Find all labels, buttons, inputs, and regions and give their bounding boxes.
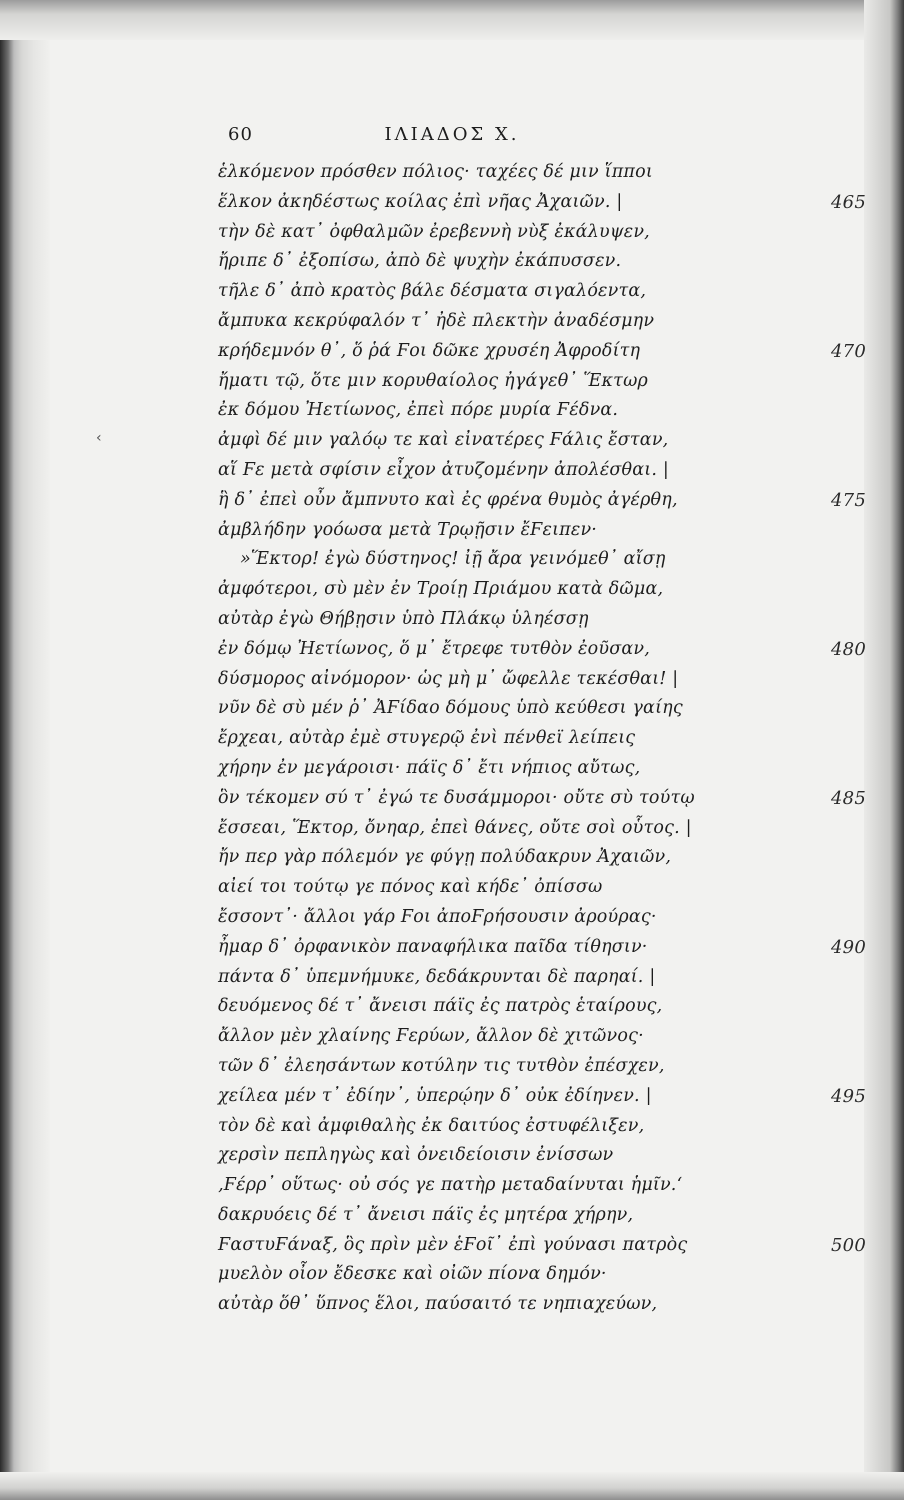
- line-number: 470: [831, 340, 866, 362]
- verse-text: δακρυόεις δέ τ᾽ ἄνεισι πάϊς ἐς μητέρα χήρην,: [218, 1204, 634, 1225]
- verse-text: ἑλκόμενον πρόσθεν πόλιος· ταχέες δέ μιν ἵπποι: [218, 162, 653, 182]
- verse-text: ἤν περ γὰρ πόλεμόν γε φύγῃ πολύδακρυν Ἀχαιῶν,: [218, 847, 672, 868]
- verse-line: [0, 1112, 904, 1142]
- verse-text: ἦμαρ δ᾽ ὀρφανικὸν παναφήλικα παῖδα τίθησιν·: [218, 936, 648, 957]
- verse-line: [0, 1052, 904, 1082]
- verse-text: ὃν τέκομεν σύ τ᾽ ἐγώ τε δυσάμμοροι· οὔτε σὺ τούτῳ: [218, 787, 695, 808]
- verse-line: [0, 426, 904, 456]
- running-header: [0, 124, 904, 154]
- margin-mark: ‹: [96, 430, 102, 446]
- verse-text: ἔσσοντ᾽· ἄλλοι γάρ Ϝοι ἀποϜρήσουσιν ἀρούρας·: [218, 906, 657, 927]
- verse-text: δύσμορος αἰνόμορον· ὡς μὴ μ᾽ ὤφελλε τεκέσθαι! |: [218, 668, 679, 689]
- verse-line: [0, 1022, 904, 1052]
- verse-text: ϜαστυϜάναξ, ὃς πρὶν μὲν ἑϜοῖ᾽ ἐπὶ γούνασι πατρὸς: [218, 1234, 688, 1255]
- verse-line: [0, 307, 904, 337]
- verse-text: ἀμφὶ δέ μιν γαλόῳ τε καὶ εἰνατέρες Ϝάλις ἔσταν,: [218, 430, 669, 451]
- verse-text: τῆλε δ᾽ ἀπὸ κρατὸς βάλε δέσματα σιγαλόεντα,: [218, 281, 647, 302]
- verse-line: [0, 814, 904, 844]
- line-number: 475: [831, 489, 866, 511]
- verse-line: [0, 516, 904, 546]
- verse-text: τὸν δὲ καὶ ἀμφιθαλὴς ἐκ δαιτύος ἐστυφέλιξεν,: [218, 1115, 645, 1136]
- verse-text: ἐκ δόμου Ἠετίωνος, ἐπεὶ πόρε μυρία Ϝέδνα.: [218, 400, 619, 421]
- page-number: 60: [228, 124, 253, 145]
- verse-line: [0, 754, 904, 784]
- page-bottom-shadow: [0, 1472, 904, 1500]
- verse-line: [0, 963, 904, 993]
- verse-line: [0, 158, 904, 188]
- verse-line: [0, 724, 904, 754]
- verse-line: [0, 1171, 904, 1201]
- verse-line: [0, 605, 904, 635]
- verse-text: ἕλκον ἀκηδέστως κοίλας ἐπὶ νῆας Ἀχαιῶν. |: [218, 191, 623, 212]
- verse-line: [0, 694, 904, 724]
- verse-text: τὴν δὲ κατ᾽ ὀφθαλμῶν ἐρεβεννὴ νὺξ ἐκάλυψεν,: [218, 221, 650, 242]
- verse-text: κρήδεμνόν θ᾽, ὅ ῥά Ϝοι δῶκε χρυσέη Ἀφροδίτη: [218, 340, 641, 361]
- verse-text: ἤματι τῷ, ὅτε μιν κορυθαίολος ἠγάγεθ᾽ Ἕκτωρ: [218, 370, 649, 391]
- verse-text: αἰεί τοι τούτῳ γε πόνος καὶ κήδε᾽ ὀπίσσω: [218, 877, 603, 898]
- verse-line: [0, 1231, 904, 1261]
- verse-line: [0, 1260, 904, 1290]
- verse-text: ‚Ϝέρρ᾽ οὕτως· οὐ σός γε πατὴρ μεταδαίνυται ἡμῖν.‘: [218, 1175, 683, 1196]
- verse-line: [0, 218, 904, 248]
- verse-text: ἤριπε δ᾽ ἐξοπίσω, ἀπὸ δὲ ψυχὴν ἐκάπυσσεν.: [218, 251, 622, 272]
- verse-line: [0, 545, 904, 575]
- verse-text: τῶν δ᾽ ἐλεησάντων κοτύλην τις τυτθὸν ἐπέσχεν,: [218, 1055, 665, 1076]
- verse-line: [0, 665, 904, 695]
- line-number: 465: [831, 191, 866, 213]
- verse-line: [0, 367, 904, 397]
- verse-text: ἄμπυκα κεκρύφαλόν τ᾽ ἠδὲ πλεκτὴν ἀναδέσμην: [218, 310, 655, 331]
- verse-line: [0, 396, 904, 426]
- verse-text: ἄλλον μὲν χλαίνης Ϝερύων, ἄλλον δὲ χιτῶνος·: [218, 1026, 644, 1047]
- verse-text: αὐτὰρ ὅθ᾽ ὕπνος ἕλοι, παύσαιτό τε νηπιαχεύων,: [218, 1294, 658, 1315]
- verse-line: [0, 456, 904, 486]
- verse-text: ἀμβλήδην γοόωσα μετὰ Τρῳῇσιν ἔϜειπεν·: [218, 519, 598, 540]
- verse-line: [0, 575, 904, 605]
- verse-line: [0, 992, 904, 1022]
- verse-text: ἔρχεαι, αὐτὰρ ἐμὲ στυγερῷ ἐνὶ πένθεϊ λείπεις: [218, 728, 636, 749]
- verse-line: [0, 843, 904, 873]
- verse-text: »Ἕκτορ! ἐγὼ δύστηνος! ἰῇ ἄρα γεινόμεθ᾽ αἴσῃ: [240, 549, 666, 570]
- verse-line: [0, 277, 904, 307]
- line-number: 495: [831, 1085, 866, 1107]
- line-number: 490: [831, 936, 866, 958]
- verse-text: πάντα δ᾽ ὑπεμνήμυκε, δεδάκρυνται δὲ παρηαί. |: [218, 966, 656, 987]
- verse-line: [0, 784, 904, 814]
- verse-text: ἐν δόμῳ Ἠετίωνος, ὅ μ᾽ ἔτρεφε τυτθὸν ἐοῦσαν,: [218, 638, 650, 659]
- verse-text: χείλεα μέν τ᾽ ἐδίην᾽, ὑπερῴην δ᾽ οὐκ ἐδίηνεν. |: [218, 1085, 652, 1106]
- verse-line: [0, 933, 904, 963]
- page-top-shadow: [0, 0, 904, 40]
- line-number: 500: [831, 1234, 866, 1256]
- verse-line: [0, 903, 904, 933]
- verse-block: [0, 158, 904, 1320]
- verse-text: αἵ Ϝε μετὰ σφίσιν εἶχον ἀτυζομένην ἀπολέσθαι. |: [218, 459, 669, 480]
- verse-text: ἔσσεαι, Ἕκτορ, ὄνηαρ, ἐπεὶ θάνες, οὔτε σοὶ οὗτος. |: [218, 817, 692, 838]
- verse-line: [0, 1201, 904, 1231]
- line-number: 485: [831, 787, 866, 809]
- verse-line: [0, 1290, 904, 1320]
- verse-line: [0, 247, 904, 277]
- verse-text: μυελὸν οἶον ἔδεσκε καὶ οἰῶν πίονα δημόν·: [218, 1264, 607, 1285]
- running-title: ΙΛΙΑΔΟΣ Χ.: [384, 124, 520, 145]
- verse-text: ἀμφότεροι, σὺ μὲν ἐν Τροίῃ Πριάμου κατὰ δῶμα,: [218, 579, 664, 600]
- verse-line: [0, 873, 904, 903]
- verse-text: χερσὶν πεπληγὼς καὶ ὀνειδείοισιν ἐνίσσων: [218, 1145, 614, 1166]
- verse-line: [0, 1082, 904, 1112]
- verse-text: νῦν δὲ σὺ μέν ῥ᾽ ἈϜίδαο δόμους ὑπὸ κεύθεσι γαίης: [218, 698, 683, 719]
- verse-text: αὐτὰρ ἐγὼ Θήβῃσιν ὑπὸ Πλάκῳ ὑληέσσῃ: [218, 608, 589, 629]
- verse-line: [0, 486, 904, 516]
- verse-text: ἣ δ᾽ ἐπεὶ οὖν ἄμπνυτο καὶ ἐς φρένα θυμὸς ἀγέρθη,: [218, 489, 678, 510]
- verse-line: [0, 337, 904, 367]
- verse-text: δευόμενος δέ τ᾽ ἄνεισι πάϊς ἐς πατρὸς ἑταίρους,: [218, 996, 663, 1017]
- line-number: 480: [831, 638, 866, 660]
- verse-text: χήρην ἐν μεγάροισι· πάϊς δ᾽ ἔτι νήπιος αὔτως,: [218, 757, 641, 778]
- verse-line: [0, 635, 904, 665]
- verse-line: [0, 1141, 904, 1171]
- verse-line: [0, 188, 904, 218]
